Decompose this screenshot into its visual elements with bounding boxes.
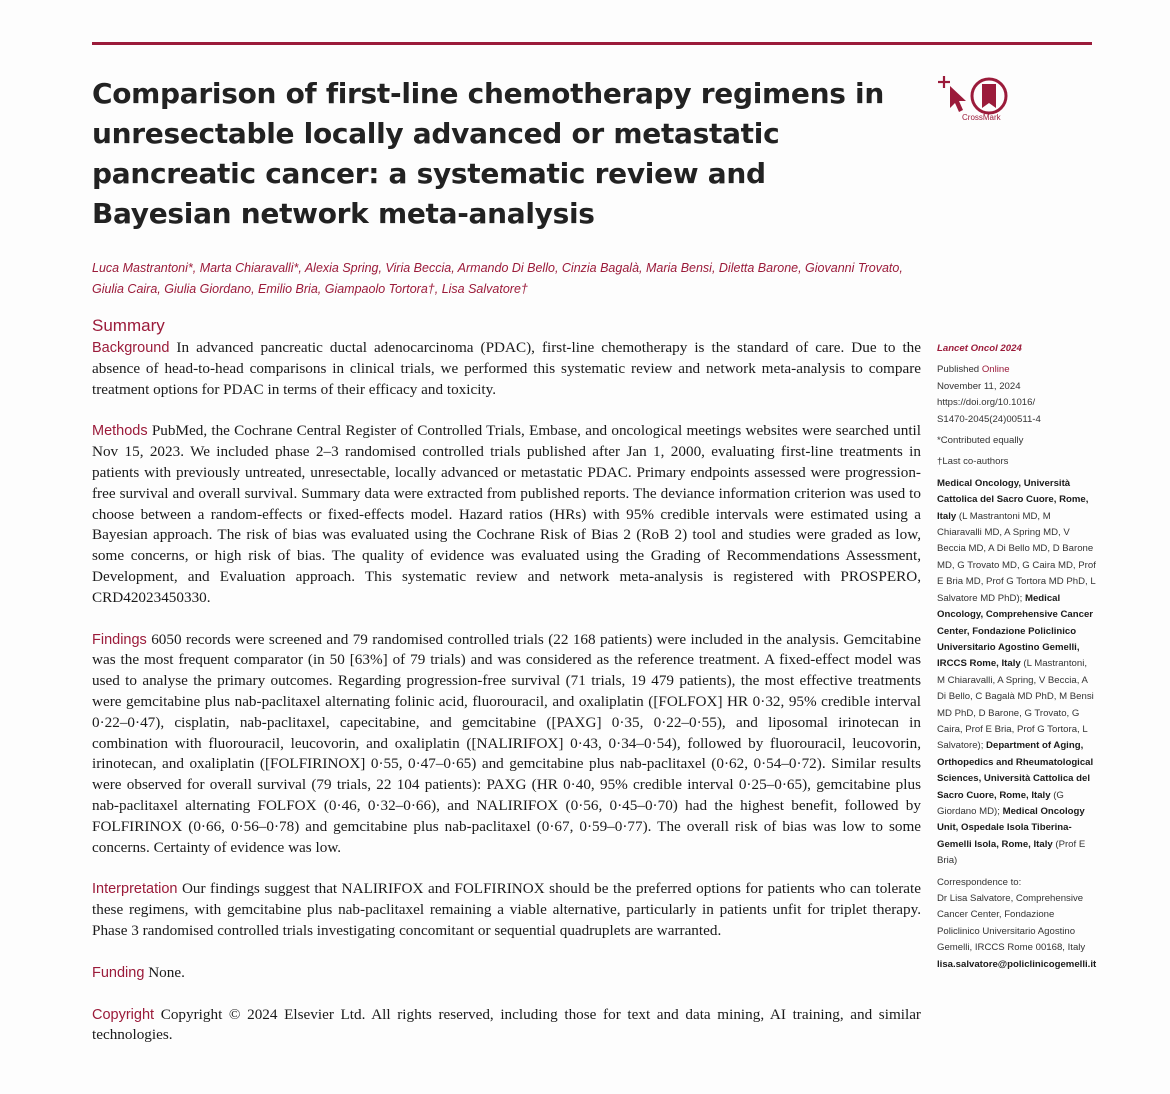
journal-citation: Lancet Oncol 2024 bbox=[937, 343, 1022, 354]
affiliation-members: (L Mastrantoni MD, M Chiaravalli MD, A Spring MD, V Beccia MD, A Di Bello MD, D Barone MD, G Trovato MD, G Caira MD, Prof E Bria MD, Prof G Tortora MD PhD, L Salvatore MD PhD); bbox=[937, 510, 1096, 604]
affiliation-name: Medical Oncology, Comprehensive Cancer Center, Fondazione Policlinico Universitario Agostino Gemelli, IRCCS Rome, Italy bbox=[937, 592, 1094, 670]
funding-text: None. bbox=[148, 963, 185, 981]
published-line bbox=[937, 362, 1097, 378]
methods-label: Methods bbox=[92, 423, 148, 440]
copyright-paragraph bbox=[92, 1005, 921, 1047]
affiliation-name: Medical Oncology Unit, Ospedale Isola Tiberina-Gemelli Isola, Rome, Italy bbox=[937, 805, 1085, 850]
abstract-body bbox=[92, 338, 921, 1067]
summary-heading: Summary bbox=[92, 316, 165, 335]
top-rule bbox=[92, 42, 1092, 45]
findings-label: Findings bbox=[92, 631, 147, 648]
author-list: Luca Mastrantoni*, Marta Chiaravalli*, Alexia Spring, Viria Beccia, Armando Di Bello, Cinzia Bagalà, Maria Bensi, Diletta Barone, Giovanni Trovato, Giulia Caira, Giulia Giordano, Emilio Bria, Giampaolo Tortora†, Lisa Salvatore† bbox=[92, 261, 903, 296]
funding-label: Funding bbox=[92, 964, 145, 981]
interpretation-paragraph bbox=[92, 879, 921, 941]
affiliation-name: Department of Aging, Orthopedics and Rheumatological Sciences, Università Cattolica del Sacro Cuore, Rome, Italy bbox=[937, 740, 1094, 801]
correspondence-label: Correspondence to: bbox=[937, 876, 1022, 888]
background-paragraph bbox=[92, 338, 921, 400]
sidebar bbox=[937, 341, 1097, 973]
methods-text: PubMed, the Cochrane Central Register of Controlled Trials, Embase, and oncological meetings websites were searched until Nov 15, 2023. We included phase 2–3 randomised controlled trials published after Jan 1, 2000, evaluating first-line treatments in patients with previously untreated, unresectable, locally advanced or metastatic PDAC. Primary endpoints assessed were progression-free survival and overall survival. Summary data were extracted from published reports. The deviance information criterion was used to choose between a random-effects or fixed-effects model. Hazard ratios (HRs) with 95% credible intervals were estimated using a Bayesian approach. The risk of bias was evaluated using the Cochrane Risk of Bias 2 (RoB 2) tool and studies were graded as low, some concerns, or high risk of bias. The quality of evidence was evaluated using the Grading of Recommendations Assessment, Development, and Evaluation approach. This systematic review and network meta-analysis is registered with PROSPERO, CRD42023450330. bbox=[92, 422, 921, 606]
affiliation-members: (G Giordano MD); bbox=[937, 789, 1064, 817]
findings-paragraph bbox=[92, 630, 921, 859]
last-coauthors-note: †Last co-authors bbox=[937, 456, 1009, 468]
background-label: Background bbox=[92, 340, 170, 356]
interpretation-text: Our findings suggest that NALIRIFOX and FOLFIRINOX should be the preferred options for patients who can tolerate these regimens, with gemcitabine plus nab-paclitaxel remaining a viable alternative, particularly in patients unfit for triplet therapy. Phase 3 randomised controlled trials investigating concomitant or sequential quadruplets are warranted. bbox=[92, 880, 922, 939]
affiliation-members: (L Mastrantoni, M Chiaravalli, A Spring, V Beccia, A Di Bello, C Bagalà MD PhD, M Bensi MD PhD, D Barone, G Trovato, G Caira, Prof E Bria, Prof G Tortora, L Salvatore); bbox=[937, 658, 1094, 752]
published-online-link[interactable]: Online bbox=[981, 364, 1010, 376]
background-text: In advanced pancreatic ductal adenocarcinoma (PDAC), first-line chemotherapy is the standard of care. Due to the absence of head-to-head comparisons in clinical trials, we performed this systematic review and network meta-analysis to compare treatment options for PDAC in terms of their efficacy and toxicity. bbox=[92, 339, 921, 398]
affiliation-members: (Prof E Bria) bbox=[937, 838, 1086, 867]
crossmark-label: CrossMark bbox=[962, 113, 1001, 122]
copyright-text: Copyright © 2024 Elsevier Ltd. All rights reserved, including those for text and data mining, AI training, and similar technologies. bbox=[92, 1005, 921, 1044]
findings-text: 6050 records were screened and 79 randomised controlled trials (22 168 patients) were included in the analysis. Gemcitabine was the most frequent comparator (in 50 [63%] of 79 trials) and was considered as the reference treatment. A fixed-effect model was used to analyse the primary outcomes. Regarding progression-free survival (71 trials, 19 479 patients), the most effective treatments were gemcitabine plus nab-paclitaxel alternating folinic acid, fluorouracil, and oxaliplatin ([FOLFOX] HR 0·32, 95% credible interval 0·22–0·47), cisplatin, nab-paclitaxel, capecitabine, and gemcitabine ([PAXG] 0·35, 0·22–0·55), and liposomal irinotecan in combination with fluorouracil, leucovorin, and oxaliplatin ([NALIRIFOX] 0·43, 0·34–0·54), followed by fluorouracil, leucovorin, irinotecan, and oxaliplatin ([FOLFIRINOX] 0·55, 0·47–0·65) and gemcitabine plus nab-paclitaxel (0·62, 0·54–0·72). Similar results were observed for overall survival (79 trials, 22 104 patients): PAXG (HR 0·40, 95% credible interval 0·25–0·65), gemcitabine plus nab-paclitaxel alternating FOLFOX (0·46, 0·32–0·66), and NALIRIFOX (0·56, 0·45–0·70) had the highest benefit, followed by FOLFIRINOX (0·66, 0·56–0·78) and gemcitabine plus nab-paclitaxel (0·67, 0·59–0·77). The overall risk of bias was low to some concerns. Certainty of evidence was low. bbox=[92, 630, 922, 856]
doi-link-line1[interactable]: https://doi.org/10.1016/ bbox=[937, 397, 1036, 409]
affiliations bbox=[937, 476, 1097, 870]
copyright-label: Copyright bbox=[92, 1006, 155, 1023]
publication-date: November 11, 2024 bbox=[937, 380, 1021, 392]
interpretation-label: Interpretation bbox=[92, 881, 178, 898]
correspondence-email[interactable]: lisa.salvatore@policlinicogemelli.it bbox=[937, 958, 1097, 970]
correspondence-address: Dr Lisa Salvatore, Comprehensive Cancer Center, Fondazione Policlinico Universitario Agostino Gemelli, IRCCS Rome 00168, Italy bbox=[937, 893, 1086, 954]
published-prefix: Published bbox=[937, 364, 980, 376]
funding-paragraph bbox=[92, 963, 921, 984]
contributed-note: *Contributed equally bbox=[937, 435, 1024, 447]
doi-link-line2[interactable]: S1470-2045(24)00511-4 bbox=[937, 413, 1041, 425]
methods-paragraph bbox=[92, 421, 921, 608]
affiliation-name: Medical Oncology, Università Cattolica del Sacro Cuore, Rome, Italy bbox=[937, 477, 1089, 522]
article-title: Comparison of first-line chemotherapy regimens in unresectable locally advanced or metastatic pancreatic cancer: a systematic review and Bayesian network meta-analysis bbox=[92, 77, 884, 230]
